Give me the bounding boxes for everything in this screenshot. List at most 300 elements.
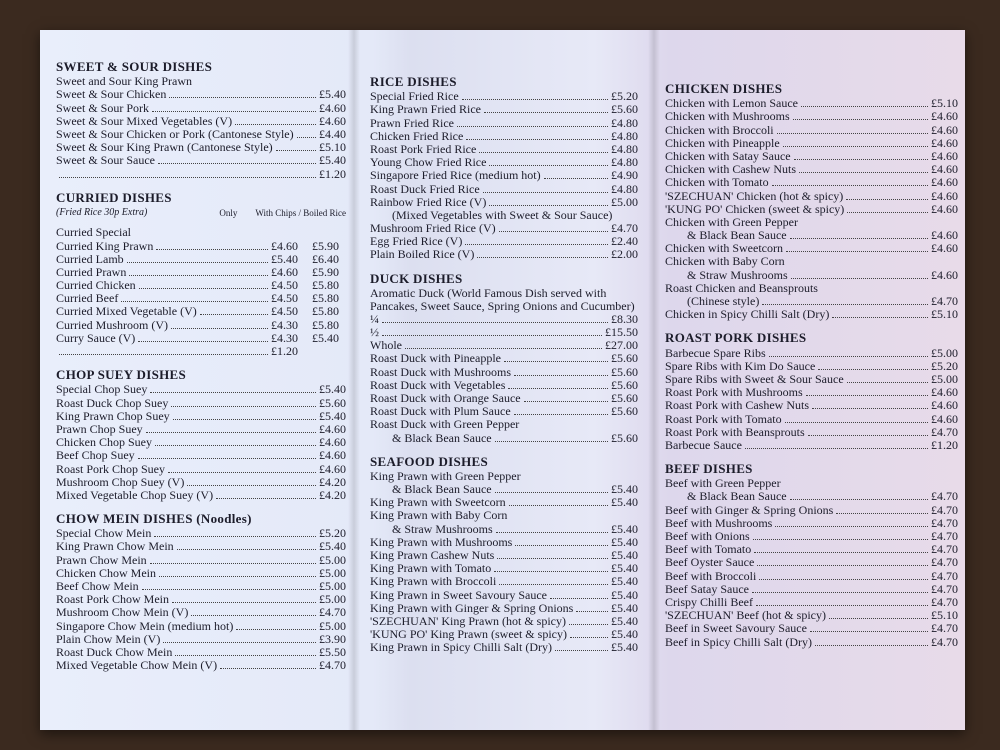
leader-dots bbox=[508, 388, 608, 389]
item-price: £5.20 bbox=[319, 526, 346, 541]
menu-item bbox=[370, 130, 638, 143]
item-price: £3.90 bbox=[319, 631, 346, 646]
item-name: King Prawn with Baby Corn bbox=[370, 508, 508, 523]
item-price: £15.50 bbox=[605, 325, 638, 340]
item-price: £5.40 bbox=[319, 408, 346, 423]
menu-item bbox=[370, 248, 638, 261]
item-price: £4.80 bbox=[611, 181, 638, 196]
section-title: CHOP SUEY DISHES bbox=[56, 367, 187, 383]
item-price: £4.60 bbox=[931, 135, 958, 150]
menu-item bbox=[56, 88, 346, 101]
leader-dots bbox=[200, 314, 268, 315]
section-title: CHICKEN DISHES bbox=[665, 81, 783, 96]
item-price: £5.10 bbox=[319, 140, 346, 155]
item-price: £1.20 bbox=[931, 437, 958, 452]
leader-dots bbox=[769, 356, 928, 357]
item-price: £5.10 bbox=[931, 307, 958, 322]
item-name: King Prawn in Spicy Chilli Salt (Dry) bbox=[370, 640, 552, 655]
item-name: Chicken with Lemon Sauce bbox=[665, 96, 798, 111]
item-name: & Black Bean Sauce bbox=[392, 482, 492, 497]
item-name: Roast Pork Fried Rice bbox=[370, 141, 477, 156]
leader-dots bbox=[462, 99, 608, 100]
item-price: £5.40 bbox=[611, 495, 638, 510]
section-title: CHOW MEIN DISHES (Noodles) bbox=[56, 511, 252, 527]
item-price: £4.70 bbox=[931, 621, 958, 636]
item-name: (Chinese style) bbox=[687, 294, 760, 309]
leader-dots bbox=[150, 563, 316, 564]
item-name: Sweet & Sour Mixed Vegetables (V) bbox=[56, 113, 233, 128]
menu-item bbox=[665, 556, 958, 569]
item-price: £5.00 bbox=[319, 565, 346, 580]
menu-item bbox=[370, 352, 638, 365]
item-name: Roast Duck with Mushrooms bbox=[370, 364, 511, 379]
leader-dots bbox=[172, 602, 316, 603]
item-name: Singapore Chow Mein (medium hot) bbox=[56, 618, 234, 633]
item-name: Chicken Fried Rice bbox=[370, 128, 464, 143]
leader-dots bbox=[59, 354, 268, 355]
menu-item bbox=[370, 313, 638, 326]
item-name: Young Chow Fried Rice bbox=[370, 155, 487, 170]
leader-dots bbox=[544, 178, 608, 179]
item-name: King Prawn with Ginger & Spring Onions bbox=[370, 600, 574, 615]
item-name: King Prawn Chop Suey bbox=[56, 408, 170, 423]
item-price: £4.70 bbox=[931, 489, 958, 504]
item-name: King Prawn in Sweet Savoury Sauce bbox=[370, 587, 547, 602]
item-price: £5.00 bbox=[931, 371, 958, 386]
item-name: Roast Duck Chop Suey bbox=[56, 395, 169, 410]
leader-dots bbox=[847, 382, 928, 383]
leader-dots bbox=[171, 328, 268, 329]
item-name: Beef with Mushrooms bbox=[665, 515, 773, 530]
leader-dots bbox=[799, 172, 928, 173]
item-price: £1.20 bbox=[271, 344, 298, 358]
item-price-with-side: £5.80 bbox=[312, 278, 339, 293]
section-title: DUCK DISHES bbox=[370, 270, 463, 286]
menu-item bbox=[56, 489, 346, 502]
item-name: Sweet & Sour Sauce bbox=[56, 153, 155, 168]
menu-item bbox=[56, 383, 346, 396]
item-name: Roast Duck Fried Rice bbox=[370, 181, 480, 196]
item-price: £5.60 bbox=[611, 404, 638, 419]
item-price: £4.60 bbox=[931, 162, 958, 177]
item-price: £2.40 bbox=[611, 234, 638, 249]
leader-dots bbox=[489, 165, 608, 166]
item-price: £4.60 bbox=[319, 461, 346, 476]
leader-dots bbox=[756, 605, 928, 606]
item-name: Chicken with Pineapple bbox=[665, 135, 780, 150]
menu-item bbox=[665, 190, 958, 203]
item-price: £5.40 bbox=[611, 521, 638, 536]
item-price: £5.40 bbox=[611, 561, 638, 576]
item-name: Chicken with Tomato bbox=[665, 175, 769, 190]
fold-line-right bbox=[648, 30, 660, 730]
item-price: £5.40 bbox=[319, 539, 346, 554]
item-price: £4.60 bbox=[931, 411, 958, 426]
item-name: Mixed Vegetable Chow Mein (V) bbox=[56, 658, 218, 673]
item-price: £4.60 bbox=[271, 238, 298, 253]
menu-item bbox=[56, 606, 346, 619]
menu-item bbox=[56, 168, 346, 181]
item-price: £5.40 bbox=[611, 482, 638, 497]
item-name: Singapore Fried Rice (medium hot) bbox=[370, 168, 541, 183]
item-name: Roast Pork with Beansprouts bbox=[665, 424, 805, 439]
item-price-with-side: £5.80 bbox=[312, 291, 339, 306]
item-name: Curried Lamb bbox=[56, 251, 124, 266]
item-name: Crispy Chilli Beef bbox=[665, 594, 753, 609]
leader-dots bbox=[139, 288, 268, 289]
leader-dots bbox=[171, 406, 316, 407]
item-name: 'KUNG PO' Chicken (sweet & spicy) bbox=[665, 201, 845, 216]
item-price: £5.40 bbox=[611, 640, 638, 655]
item-name: Chicken Chow Mein bbox=[56, 565, 156, 580]
item-name: ½ bbox=[370, 325, 379, 340]
item-price: £4.70 bbox=[931, 502, 958, 517]
item-price: £5.40 bbox=[611, 613, 638, 628]
section-title: SWEET & SOUR DISHES bbox=[56, 59, 213, 74]
menu-item bbox=[665, 360, 958, 373]
item-price: £5.00 bbox=[611, 194, 638, 209]
item-name: Egg Fried Rice (V) bbox=[370, 234, 463, 249]
leader-dots bbox=[191, 615, 316, 616]
item-name: Roast Duck with Green Pepper bbox=[370, 417, 520, 432]
menu-item bbox=[370, 169, 638, 182]
item-name: King Prawn with Sweetcorn bbox=[370, 495, 506, 510]
item-price: £5.20 bbox=[611, 89, 638, 104]
item-price: £8.30 bbox=[611, 311, 638, 326]
leader-dots bbox=[297, 137, 316, 138]
leader-dots bbox=[483, 192, 608, 193]
leader-dots bbox=[783, 146, 928, 147]
leader-dots bbox=[815, 645, 928, 646]
item-price: £5.60 bbox=[611, 390, 638, 405]
item-price: £5.00 bbox=[319, 579, 346, 594]
leader-dots bbox=[159, 576, 316, 577]
menu-section bbox=[370, 75, 638, 262]
menu-section bbox=[370, 455, 638, 655]
section-title: CURRIED DISHES bbox=[56, 189, 172, 205]
item-price: £5.00 bbox=[319, 592, 346, 607]
leader-dots bbox=[808, 435, 928, 436]
leader-dots bbox=[777, 133, 928, 134]
leader-dots bbox=[790, 238, 928, 239]
item-name: Chicken in Spicy Chilli Salt (Dry) bbox=[665, 307, 830, 322]
item-price: £5.60 bbox=[611, 364, 638, 379]
item-name: Sweet & Sour Chicken or Pork (Cantonese Style) bbox=[56, 126, 294, 141]
item-price: £4.60 bbox=[319, 100, 346, 115]
item-price: £5.40 bbox=[271, 251, 298, 266]
item-price: £4.80 bbox=[611, 155, 638, 170]
item-name: Curried Mushroom (V) bbox=[56, 317, 168, 332]
item-price: £4.60 bbox=[931, 241, 958, 256]
menu-item bbox=[370, 326, 638, 339]
menu-item bbox=[370, 103, 638, 116]
menu-item bbox=[56, 410, 346, 423]
leader-dots bbox=[477, 257, 608, 258]
item-price: £4.80 bbox=[611, 141, 638, 156]
item-price: £4.30 bbox=[271, 317, 298, 332]
item-name: Beef with Green Pepper bbox=[665, 476, 781, 491]
menu-section bbox=[56, 512, 346, 672]
menu-item bbox=[370, 575, 638, 588]
fold-line-left bbox=[348, 30, 360, 730]
section-title: BEEF DISHES bbox=[665, 461, 753, 477]
item-price: £5.60 bbox=[611, 351, 638, 366]
leader-dots bbox=[187, 485, 316, 486]
item-price: £5.60 bbox=[611, 430, 638, 445]
leader-dots bbox=[514, 375, 608, 376]
menu-item bbox=[665, 347, 958, 360]
menu-item bbox=[665, 110, 958, 123]
item-name: Whole bbox=[370, 338, 402, 353]
item-price: £5.40 bbox=[611, 600, 638, 615]
item-price: £4.30 bbox=[271, 330, 298, 345]
menu-item bbox=[56, 476, 346, 489]
leader-dots bbox=[150, 392, 316, 393]
leader-dots bbox=[127, 262, 268, 263]
item-name: Roast Duck Chow Mein bbox=[56, 644, 173, 659]
item-price: £4.70 bbox=[931, 568, 958, 583]
menu-item bbox=[56, 240, 346, 253]
leader-dots bbox=[155, 445, 316, 446]
menu-item bbox=[56, 540, 346, 553]
item-price: £4.70 bbox=[931, 294, 958, 309]
item-name: King Prawn Cashew Nuts bbox=[370, 548, 495, 563]
item-price: £5.10 bbox=[931, 608, 958, 623]
item-name: Sweet and Sour King Prawn bbox=[56, 74, 192, 89]
leader-dots bbox=[790, 499, 928, 500]
leader-dots bbox=[836, 513, 928, 514]
item-name: Chicken with Green Pepper bbox=[665, 214, 798, 229]
item-name: Beef with Onions bbox=[665, 529, 750, 544]
leader-dots bbox=[142, 589, 316, 590]
menu-item bbox=[665, 137, 958, 150]
item-price: £5.40 bbox=[319, 153, 346, 168]
leader-dots bbox=[745, 448, 928, 449]
item-price: £5.40 bbox=[611, 548, 638, 563]
item-name: Chicken Chop Suey bbox=[56, 435, 152, 450]
menu-column-right bbox=[665, 82, 958, 649]
leader-dots bbox=[121, 301, 268, 302]
item-name: (Mixed Vegetables with Sweet & Sour Sauce) bbox=[392, 207, 613, 222]
item-price: £4.60 bbox=[931, 228, 958, 243]
item-price: £4.60 bbox=[319, 448, 346, 463]
leader-dots bbox=[484, 112, 608, 113]
item-price: £4.70 bbox=[931, 594, 958, 609]
leader-dots bbox=[59, 177, 316, 178]
item-name: Beef with Tomato bbox=[665, 542, 752, 557]
item-name: King Prawn Fried Rice bbox=[370, 102, 481, 117]
leader-dots bbox=[154, 536, 316, 537]
menu-item bbox=[665, 176, 958, 189]
menu-item bbox=[665, 426, 958, 439]
item-price: £4.60 bbox=[319, 435, 346, 450]
section-title: ROAST PORK DISHES bbox=[665, 330, 807, 346]
leader-dots bbox=[515, 545, 608, 546]
item-name: King Prawn with Mushrooms bbox=[370, 534, 513, 549]
item-price: £5.40 bbox=[611, 627, 638, 642]
item-name: Curried Special bbox=[56, 225, 131, 240]
leader-dots bbox=[504, 361, 608, 362]
leader-dots bbox=[276, 150, 316, 151]
menu-item bbox=[56, 253, 346, 266]
item-name: Curried Beef bbox=[56, 291, 119, 306]
item-price: £4.70 bbox=[931, 515, 958, 530]
leader-dots bbox=[793, 119, 928, 120]
item-name: Spare Ribs with Sweet & Sour Sauce bbox=[665, 371, 844, 386]
item-price: £5.40 bbox=[611, 534, 638, 549]
item-name: Prawn Fried Rice bbox=[370, 115, 454, 130]
leader-dots bbox=[752, 592, 928, 593]
item-name: Beef in Sweet Savoury Sauce bbox=[665, 621, 807, 636]
leader-dots bbox=[569, 624, 608, 625]
item-name: ¼ bbox=[370, 311, 379, 326]
section-description: Aromatic Duck (World Famous Dish served with Pancakes, Sweet Sauce, Spring Onions and Cucumber) bbox=[370, 285, 635, 313]
item-name: Roast Duck with Vegetables bbox=[370, 377, 506, 392]
menu-item bbox=[665, 570, 958, 583]
item-name: Prawn Chow Mein bbox=[56, 552, 147, 567]
leader-dots bbox=[163, 642, 316, 643]
menu-item bbox=[370, 641, 638, 654]
menu-item bbox=[56, 154, 346, 167]
menu-item bbox=[370, 117, 638, 130]
menu-item bbox=[665, 504, 958, 517]
item-name: Beef with Ginger & Spring Onions bbox=[665, 502, 834, 517]
menu-item bbox=[56, 305, 346, 318]
item-price: £5.00 bbox=[931, 345, 958, 360]
menu-item bbox=[665, 124, 958, 137]
leader-dots bbox=[236, 629, 316, 630]
item-price: £4.70 bbox=[319, 658, 346, 673]
menu-item bbox=[56, 659, 346, 672]
leader-dots bbox=[146, 432, 316, 433]
leader-dots bbox=[465, 244, 608, 245]
item-price: £4.60 bbox=[931, 109, 958, 124]
leader-dots bbox=[129, 275, 268, 276]
menu-item bbox=[56, 345, 346, 358]
leader-dots bbox=[555, 650, 608, 651]
item-price: £4.40 bbox=[319, 126, 346, 141]
leader-dots bbox=[772, 185, 928, 186]
item-price: £4.60 bbox=[931, 122, 958, 137]
item-name: Chicken with Satay Sauce bbox=[665, 148, 791, 163]
leader-dots bbox=[846, 199, 928, 200]
item-name: & Black Bean Sauce bbox=[392, 430, 492, 445]
item-name: Roast Duck with Orange Sauce bbox=[370, 390, 521, 405]
leader-dots bbox=[158, 163, 316, 164]
leader-dots bbox=[499, 584, 608, 585]
leader-dots bbox=[812, 408, 928, 409]
menu-item bbox=[56, 554, 346, 567]
item-price: £4.60 bbox=[931, 267, 958, 282]
item-price: £5.10 bbox=[931, 96, 958, 111]
item-name: Mixed Vegetable Chop Suey (V) bbox=[56, 487, 214, 502]
item-name: Curried Mixed Vegetable (V) bbox=[56, 304, 197, 319]
menu-item bbox=[370, 432, 638, 445]
item-name: King Prawn with Broccoli bbox=[370, 574, 497, 589]
menu-item bbox=[665, 308, 958, 321]
leader-dots bbox=[759, 579, 928, 580]
item-price: £5.60 bbox=[611, 377, 638, 392]
menu-item bbox=[665, 269, 958, 282]
item-name: 'SZECHUAN' Chicken (hot & spicy) bbox=[665, 188, 844, 203]
item-price: £4.60 bbox=[319, 421, 346, 436]
item-name: Plain Boiled Rice (V) bbox=[370, 247, 475, 262]
item-price: £5.00 bbox=[319, 618, 346, 633]
menu-section bbox=[665, 82, 958, 321]
menu-item bbox=[370, 589, 638, 602]
item-name: Curry Sauce (V) bbox=[56, 330, 136, 345]
leader-dots bbox=[169, 97, 316, 98]
leader-dots bbox=[466, 139, 608, 140]
price-column-header: Only bbox=[219, 208, 238, 219]
menu-item bbox=[370, 418, 638, 431]
item-price-with-side: £5.80 bbox=[312, 317, 339, 332]
leader-dots bbox=[495, 492, 608, 493]
item-name: Mushroom Fried Rice (V) bbox=[370, 221, 496, 236]
item-price: £4.90 bbox=[611, 168, 638, 183]
item-name: Curried Chicken bbox=[56, 278, 136, 293]
leader-dots bbox=[216, 498, 316, 499]
item-name: Mushroom Chow Mein (V) bbox=[56, 605, 189, 620]
item-name: Roast Pork with Mushrooms bbox=[665, 385, 803, 400]
leader-dots bbox=[177, 549, 316, 550]
leader-dots bbox=[457, 126, 608, 127]
leader-dots bbox=[801, 106, 928, 107]
item-name: Special Fried Rice bbox=[370, 89, 459, 104]
item-name: Plain Chow Mein (V) bbox=[56, 631, 161, 646]
leader-dots bbox=[168, 472, 316, 473]
item-name: 'KUNG PO' King Prawn (sweet & spicy) bbox=[370, 627, 567, 642]
leader-dots bbox=[173, 419, 316, 420]
item-price: £4.50 bbox=[271, 304, 298, 319]
menu-item bbox=[370, 379, 638, 392]
leader-dots bbox=[762, 304, 928, 305]
menu-item bbox=[370, 183, 638, 196]
item-name: & Straw Mushrooms bbox=[687, 267, 788, 282]
menu-section bbox=[665, 331, 958, 452]
item-price: £2.00 bbox=[611, 247, 638, 262]
leader-dots bbox=[576, 611, 608, 612]
menu-item bbox=[56, 319, 346, 332]
item-price: £4.60 bbox=[931, 175, 958, 190]
item-price: £5.60 bbox=[611, 102, 638, 117]
item-price: £5.00 bbox=[319, 552, 346, 567]
menu-item bbox=[370, 366, 638, 379]
leader-dots bbox=[775, 526, 928, 527]
leader-dots bbox=[829, 618, 928, 619]
menu-item bbox=[56, 102, 346, 115]
item-name: Barbecue Sauce bbox=[665, 437, 742, 452]
leader-dots bbox=[757, 565, 928, 566]
section-note: (Fried Rice 30p Extra) bbox=[56, 206, 148, 218]
item-price: £1.20 bbox=[319, 166, 346, 181]
item-name: Chicken with Cashew Nuts bbox=[665, 162, 796, 177]
menu-section bbox=[56, 60, 346, 181]
leader-dots bbox=[138, 341, 268, 342]
menu-item bbox=[370, 196, 638, 209]
item-name: King Prawn Chow Mein bbox=[56, 539, 174, 554]
menu-item bbox=[56, 633, 346, 646]
menu-item bbox=[665, 622, 958, 635]
item-price: £4.50 bbox=[271, 291, 298, 306]
item-price: £5.60 bbox=[319, 395, 346, 410]
item-price: £4.60 bbox=[931, 385, 958, 400]
menu-item bbox=[370, 509, 638, 522]
menu-item bbox=[56, 397, 346, 410]
leader-dots bbox=[156, 249, 268, 250]
item-price-with-side: £5.90 bbox=[312, 238, 339, 253]
leader-dots bbox=[152, 111, 316, 112]
